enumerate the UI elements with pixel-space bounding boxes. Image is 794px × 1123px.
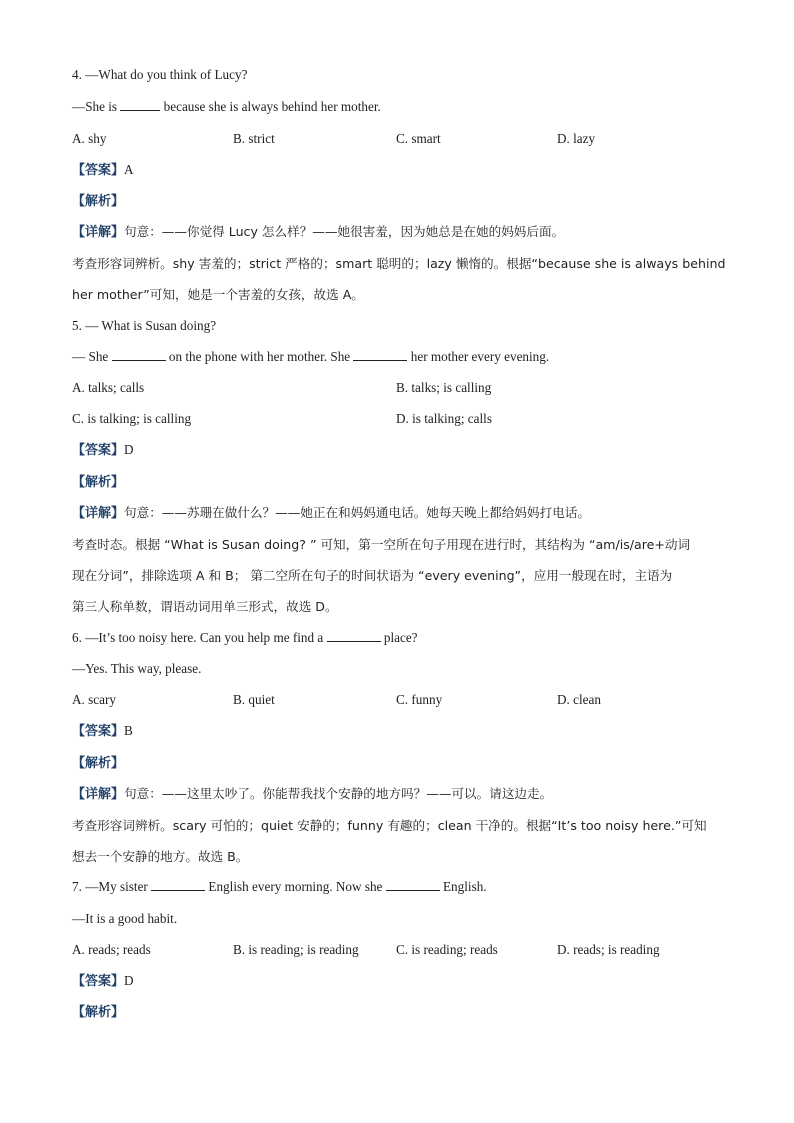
q7-analysis-tag: 【解析】 xyxy=(72,1005,125,1020)
answer-blank xyxy=(386,878,440,891)
q6-option-c: C. funny xyxy=(396,692,443,707)
q5-option-c: C. is talking; is calling xyxy=(72,411,192,426)
q5-explanation-2: 现在分词”，排除选项 A 和 B； 第二空所在句子的时间状语为 “every evening”，应用一般现在时，主语为 xyxy=(72,568,673,583)
q7-option-b: B. is reading; is reading xyxy=(233,942,359,957)
q5-answer: 【答案】D xyxy=(72,442,134,458)
q5-option-d: D. is talking; calls xyxy=(396,411,492,426)
answer-blank xyxy=(353,348,407,361)
q5-reply: — She on the phone with her mother. She her mother every evening. xyxy=(72,349,550,364)
answer-blank xyxy=(112,348,166,361)
q7-answer: 【答案】D xyxy=(72,973,134,989)
q6-detail: 【详解】句意：——这里太吵了。你能帮我找个安静的地方吗？——可以。请这边走。 xyxy=(72,786,553,802)
q7-stem: 7. —My sister English every morning. Now she English. xyxy=(72,879,487,894)
q7-option-d: D. reads; is reading xyxy=(557,942,660,957)
q6-answer: 【答案】B xyxy=(72,723,133,739)
q7-option-c: C. is reading; reads xyxy=(396,942,498,957)
q5-explanation-1: 考查时态。根据 “What is Susan doing? ” 可知，第一空所在句子用现在进行时，其结构为 “am/is/are+动词 xyxy=(72,537,691,552)
q5-option-b: B. talks; is calling xyxy=(396,380,492,395)
q6-stem: 6. —It’s too noisy here. Can you help me find a place? xyxy=(72,630,418,645)
q4-analysis-tag: 【解析】 xyxy=(72,194,125,209)
q6-option-b: B. quiet xyxy=(233,692,275,707)
q7-reply: —It is a good habit. xyxy=(72,911,178,926)
q6-reply: —Yes. This way, please. xyxy=(72,661,202,676)
q5-analysis-tag: 【解析】 xyxy=(72,475,125,490)
q5-option-a: A. talks; calls xyxy=(72,380,145,395)
q7-option-a: A. reads; reads xyxy=(72,942,151,957)
q4-explanation-1: 考查形容词辨析。shy 害羞的；strict 严格的；smart 聪明的；lazy 懒惰的。根据“because she is always behind xyxy=(72,256,726,271)
q4-reply: —She is because she is always behind her mother. xyxy=(72,99,381,114)
answer-tag: 【答案】 xyxy=(72,163,125,178)
answer-blank xyxy=(120,98,160,111)
answer-blank xyxy=(327,629,381,642)
q4-option-c: C. smart xyxy=(396,131,441,146)
q4-option-a: A. shy xyxy=(72,131,107,146)
q6-explanation-2: 想去一个安静的地方。故选 B。 xyxy=(72,849,249,864)
q4-stem: 4. —What do you think of Lucy? xyxy=(72,67,248,82)
q4-option-d: D. lazy xyxy=(557,131,596,146)
q6-explanation-1: 考查形容词辨析。scary 可怕的；quiet 安静的；funny 有趣的；clean 干净的。根据“It’s too noisy here.”可知 xyxy=(72,818,707,833)
q4-answer: 【答案】A xyxy=(72,162,134,178)
q5-detail: 【详解】句意：——苏珊在做什么？——她正在和妈妈通电话。她每天晚上都给妈妈打电话。 xyxy=(72,505,590,521)
q5-explanation-3: 第三人称单数，谓语动词用单三形式，故选 D。 xyxy=(72,599,338,614)
q5-stem: 5. — What is Susan doing? xyxy=(72,318,217,333)
answer-blank xyxy=(151,878,205,891)
q4-explanation-2: her mother”可知，她是一个害羞的女孩，故选 A。 xyxy=(72,287,364,302)
q6-option-d: D. clean xyxy=(557,692,601,707)
q6-analysis-tag: 【解析】 xyxy=(72,756,125,771)
q6-option-a: A. scary xyxy=(72,692,116,707)
q4-option-b: B. strict xyxy=(233,131,275,146)
q4-detail: 【详解】句意：——你觉得 Lucy 怎么样？——她很害羞，因为她总是在她的妈妈后面。 xyxy=(72,224,565,240)
